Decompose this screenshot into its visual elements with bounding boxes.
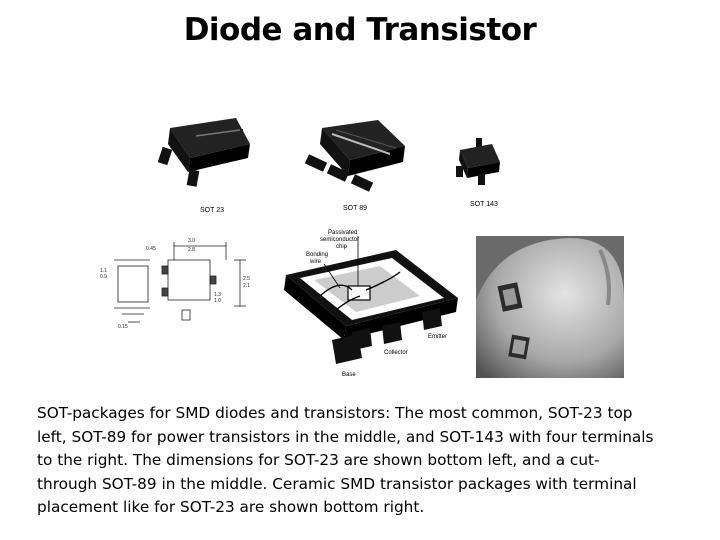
svg-text:0.9: 0.9 — [100, 274, 107, 280]
svg-text:0.15: 0.15 — [118, 324, 128, 330]
sot89-label: SOT 89 — [343, 205, 367, 212]
svg-text:1.3: 1.3 — [214, 292, 221, 298]
sot-packages-figure — [100, 100, 630, 380]
cutaway-chip-label: Passivated — [328, 230, 358, 236]
svg-text:chip: chip — [336, 244, 348, 250]
svg-text:semiconductor: semiconductor — [320, 237, 360, 243]
sot143-label: SOT 143 — [470, 201, 498, 208]
slide-caption — [37, 402, 707, 520]
sot143-package-image — [456, 138, 500, 208]
slide-title: Diode and Transistor — [183, 12, 537, 48]
cutaway-bonding-label: Bonding — [306, 252, 329, 258]
svg-text:wire: wire — [310, 259, 322, 265]
caption-line: placement like for SOT-23 are shown bottom right. — [37, 498, 425, 516]
cutaway-base-label: Base — [342, 372, 356, 378]
cutaway-collector-label: Collector — [384, 350, 408, 356]
sot89-cutaway-image — [284, 230, 458, 378]
caption-line: to the right. The dimensions for SOT-23 are shown bottom left, and a cut- — [37, 451, 600, 469]
svg-text:2.8: 2.8 — [188, 247, 195, 253]
svg-text:1.0: 1.0 — [214, 298, 221, 304]
svg-text:0.45: 0.45 — [146, 246, 156, 252]
caption-line: left, SOT-89 for power transistors in the middle, and SOT-143 with four terminals — [37, 427, 654, 446]
svg-text:2.5: 2.5 — [243, 276, 250, 282]
caption-line: SOT-packages for SMD diodes and transistors: The most common, SOT-23 top — [37, 404, 633, 422]
caption-line: through SOT-89 in the middle. Ceramic SMD transistor packages with terminal — [37, 474, 637, 493]
sot23-label: SOT 23 — [200, 207, 224, 214]
svg-text:1.1: 1.1 — [100, 268, 107, 274]
svg-text:2.1: 2.1 — [243, 283, 250, 289]
svg-text:3.0: 3.0 — [188, 238, 195, 244]
sot23-package-image — [158, 118, 250, 214]
sot23-dimension-drawing — [100, 238, 250, 330]
cutaway-emitter-label: Emitter — [428, 334, 448, 340]
sot89-package-image — [305, 120, 405, 212]
ceramic-transistor-photo — [476, 236, 624, 378]
